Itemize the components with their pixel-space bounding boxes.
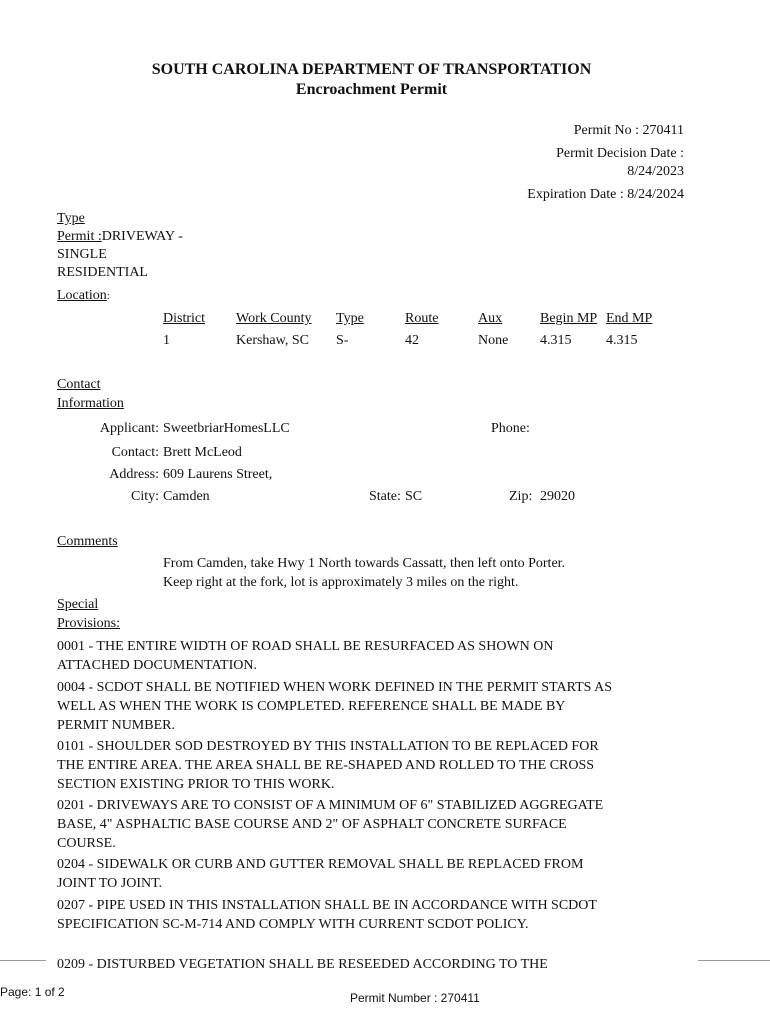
col-header-route: Route: [405, 311, 439, 326]
col-header-begin-mp: Begin MP: [540, 311, 598, 326]
city-value: Camden: [163, 489, 210, 504]
footer-divider-right: [698, 960, 770, 961]
location-label: [57, 288, 110, 304]
comments-line1: From Camden, take Hwy 1 North towards Cassatt, then left onto Porter.: [163, 556, 566, 571]
provision-0204: 0204 - SIDEWALK OR CURB AND GUTTER REMOVAL SHALL BE REPLACED FROM JOINT TO JOINT.: [57, 857, 584, 891]
permit-decision-date: 8/24/2023: [627, 164, 684, 179]
work-county-value: Kershaw, SC: [236, 333, 309, 348]
expiration-date: Expiration Date : 8/24/2024: [527, 187, 684, 202]
col-header-aux: Aux: [478, 311, 503, 326]
contact-name-value: Brett McLeod: [163, 445, 242, 460]
state-value: SC: [405, 489, 423, 504]
contact-label-line2: Information: [57, 396, 124, 411]
provision-0004: 0004 - SCDOT SHALL BE NOTIFIED WHEN WORK DEFINED IN THE PERMIT STARTS AS WELL AS WHEN THE WORK IS COMPLETED. REFERENCE SHALL BE MADE BY PERMIT NUMBER.: [57, 680, 613, 733]
permit-type-label: Permit :: [57, 229, 102, 244]
location-colon: :: [106, 290, 110, 302]
type-value: S-: [336, 333, 349, 348]
address-label: Address:: [109, 467, 159, 482]
end-mp-value: 4.315: [606, 333, 638, 348]
address-value: 609 Laurens Street,: [163, 467, 273, 482]
provision-0207: 0207 - PIPE USED IN THIS INSTALLATION SHALL BE IN ACCORDANCE WITH SCDOT SPECIFICATION SC-M-714 AND COMPLY WITH CURRENT SCDOT POLICY.: [57, 898, 597, 932]
zip-value: 29020: [540, 489, 575, 504]
permit-decision-date-label: Permit Decision Date :: [556, 146, 684, 161]
col-header-end-mp: End MP: [606, 311, 653, 326]
col-header-work-county: Work County: [236, 311, 312, 326]
permit-type-line2: SINGLE: [57, 247, 107, 262]
page-indicator: Page: 1 of 2: [0, 985, 65, 999]
provision-0209: 0209 - DISTURBED VEGETATION SHALL BE RESEEDED ACCORDING TO THE: [57, 957, 548, 972]
aux-value: None: [478, 333, 509, 348]
permit-number: Permit No : 270411: [573, 123, 684, 138]
comments-label: Comments: [57, 534, 118, 549]
type-label: Type: [57, 211, 85, 226]
permit-type: [57, 229, 183, 245]
provision-0201: 0201 - DRIVEWAYS ARE TO CONSIST OF A MINIMUM OF 6" STABILIZED AGGREGATE BASE, 4" ASPHALTIC BASE COURSE AND 2" OF ASPHALT CONCRETE SURFACE COURSE.: [57, 798, 604, 851]
zip-label: Zip:: [509, 489, 533, 504]
district-value: 1: [163, 333, 170, 348]
comments-line2: Keep right at the fork, lot is approximately 3 miles on the right.: [163, 575, 519, 590]
col-header-district: District: [163, 311, 205, 326]
location-label-text: Location: [57, 288, 107, 303]
document-title: Encroachment Permit: [295, 81, 448, 98]
contact-label: Contact: [57, 377, 101, 392]
provision-0001: 0001 - THE ENTIRE WIDTH OF ROAD SHALL BE RESURFACED AS SHOWN ON ATTACHED DOCUMENTATION.: [57, 639, 554, 673]
contact-name-label: Contact:: [111, 445, 159, 460]
provisions-label: Special: [57, 597, 99, 612]
permit-type-line3: RESIDENTIAL: [57, 265, 148, 280]
provision-0101: 0101 - SHOULDER SOD DESTROYED BY THIS INSTALLATION TO BE REPLACED FOR THE ENTIRE AREA. THE AREA SHALL BE RE-SHAPED AND ROLLED TO THE CROSS SECTION EXISTING PRIOR TO THIS WORK.: [57, 739, 599, 792]
footer-permit-number: Permit Number : 270411: [350, 991, 480, 1005]
applicant-label: Applicant:: [99, 421, 159, 436]
applicant-value: SweetbriarHomesLLC: [163, 421, 290, 436]
provisions-label-line2: Provisions:: [57, 616, 121, 631]
agency-title: SOUTH CAROLINA DEPARTMENT OF TRANSPORTATION: [151, 61, 592, 78]
state-label: State:: [369, 489, 401, 504]
city-label: City:: [130, 489, 159, 504]
route-value: 42: [405, 333, 419, 348]
phone-label: Phone:: [491, 421, 530, 436]
permit-type-value: DRIVEWAY -: [101, 229, 183, 244]
begin-mp-value: 4.315: [540, 333, 572, 348]
col-header-type: Type: [336, 311, 364, 326]
footer-divider-left: [0, 960, 46, 961]
